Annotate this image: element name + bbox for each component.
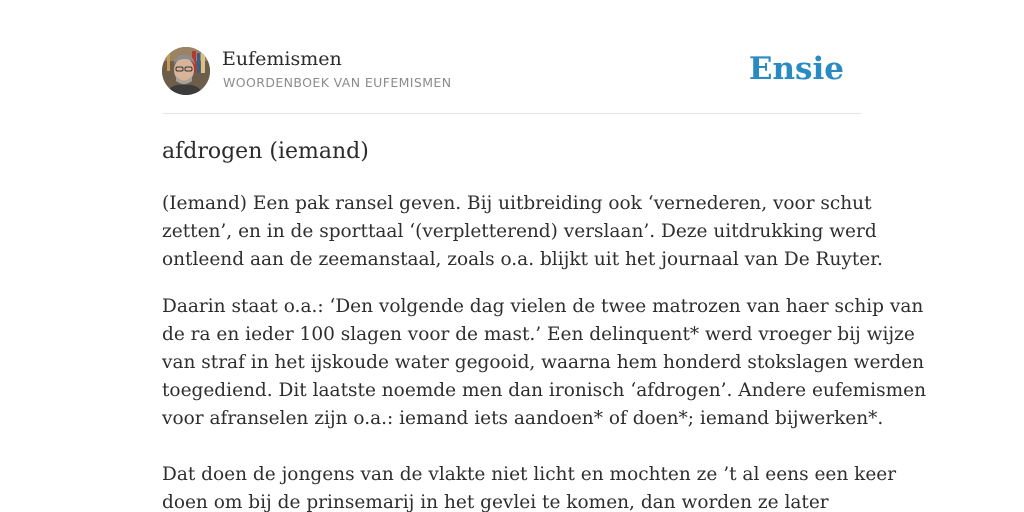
body-line: Dat doen de jongens van de vlakte niet licht en mochten ze ’t al eens een keer	[162, 464, 897, 485]
entry-body	[162, 190, 927, 512]
entry-title: afdrogen (iemand)	[162, 139, 369, 164]
body-line: doen om bij de prinsemarij in het gevlei te komen, dan worden ze later	[162, 492, 829, 512]
body-line: de ra en ieder 100 slagen voor de mast.’ Een delinquent* werd vroeger bij wijze	[162, 324, 915, 345]
body-line: voor afranselen zijn o.a.: iemand iets aandoen* of doen*; iemand bijwerken*.	[162, 408, 884, 429]
author-subtitle[interactable]: WOORDENBOEK VAN EUFEMISMEN	[223, 75, 452, 90]
body-line: zetten’, en in de sporttaal ‘(verpletterend) verslaan’. Deze uitdrukking werd	[162, 221, 877, 242]
author-avatar[interactable]	[162, 47, 210, 95]
body-line: van straf in het ijskoude water gegooid, waarna hem honderd stokslagen werden	[162, 352, 924, 373]
body-line: Daarin staat o.a.: ‘Den volgende dag vielen de twee matrozen van haer schip van	[162, 296, 924, 317]
author-name[interactable]: Eufemismen	[222, 48, 342, 70]
header-divider	[162, 113, 862, 114]
avatar-portrait-icon	[162, 47, 210, 95]
header	[162, 47, 862, 95]
body-line: toegediend. Dit laatste noemde men dan ironisch ‘afdrogen’. Andere eufemismen	[162, 380, 927, 401]
brand-logo[interactable]: Ensie	[748, 51, 844, 87]
body-line: ontleend aan de zeemanstaal, zoals o.a. blijkt uit het journaal van De Ruyter.	[162, 249, 883, 270]
body-line: (Iemand) Een pak ransel geven. Bij uitbreiding ook ‘vernederen, voor schut	[162, 193, 872, 214]
